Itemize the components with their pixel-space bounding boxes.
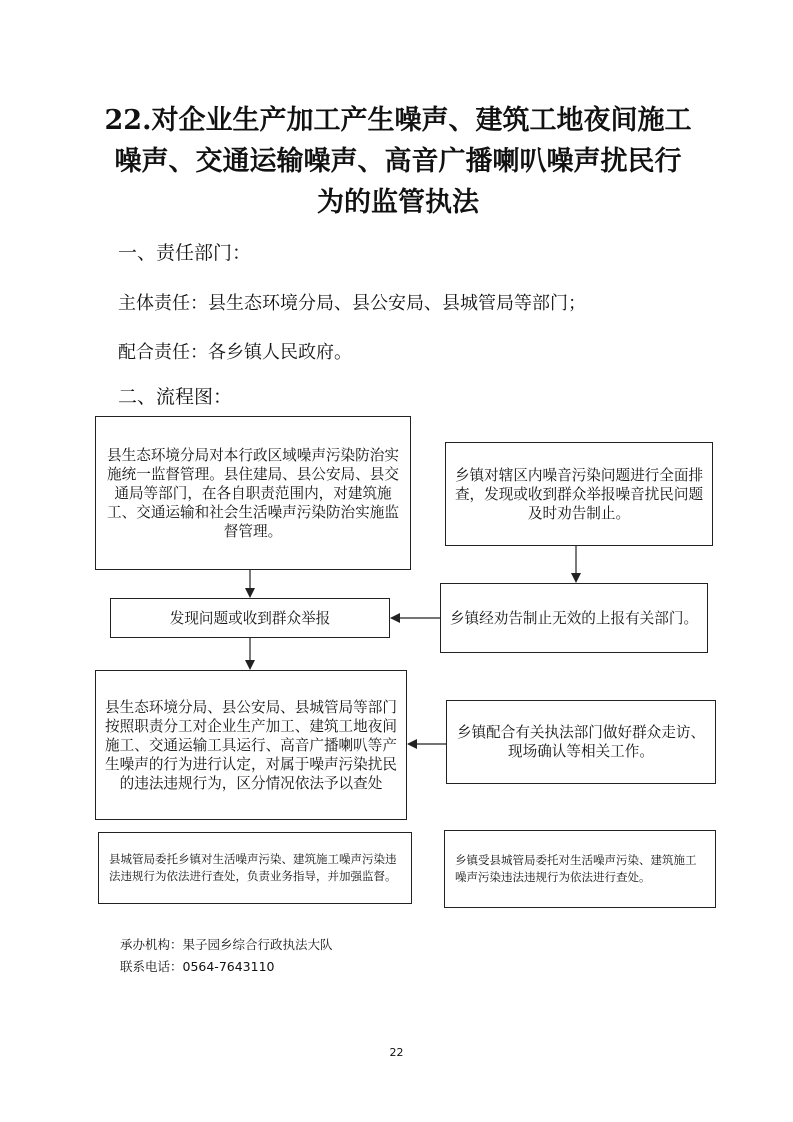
footer-phone: 联系电话：0564-7643110 [120,959,275,974]
flow-box-unified-supervision-text: 县生态环境分局对本行政区域噪声污染防治实施统一监督管理。县住建局、县公安局、县交通局等部门，在各自职责范围内，对建筑施工、交通运输和社会生活噪声污染防治实施监督管理。 [107,446,399,540]
flow-box-township-report-text: 乡镇经劝告制止无效的上报有关部门。 [449,609,699,627]
flow-box-township-inspection-text: 乡镇对辖区内噪音污染问题进行全面排查，发现或收到群众举报噪音扰民问题及时劝告制止。 [454,466,704,522]
section-heading-flowchart: 二、流程图： [118,386,233,408]
flow-box-discover-problem-text: 发现问题或收到群众举报 [169,609,331,627]
main-responsibility-text: 主体责任：县生态环境分局、县公安局、县城管局等部门； [118,293,586,314]
page-number: 22 [389,1046,404,1059]
section-heading-departments: 一、责任部门： [118,242,252,264]
flow-box-identify-and-punish-text: 县生态环境分局、县公安局、县城管局等部门按照职责分工对企业生产加工、建筑工地夜间施工、交通运输工具运行、高音广播喇叭等产生噪声的行为进行认定，对属于噪声污染扰民的违法违规行为，区分情况依法予以查处 [105,698,397,792]
title-line-1: 22.对企业生产加工产生噪声、建筑工地夜间施工 [104,105,692,136]
flow-box-entrust-right-text: 乡镇受县城管局委托对生活噪声污染、建筑施工噪声污染违法违规行为依法进行查处。 [455,853,697,884]
cooperative-responsibility-text: 配合责任：各乡镇人民政府。 [118,342,352,363]
title-line-3: 为的监管执法 [317,187,479,218]
footer-agency: 承办机构：果子园乡综合行政执法大队 [120,937,333,952]
title-line-2: 噪声、交通运输噪声、高音广播喇叭噪声扰民行 [114,146,682,177]
flow-box-entrust-left-text: 县城管局委托乡镇对生活噪声污染、建筑施工噪声污染违法违规行为依法进行查处，负责业务指导，并加强监督。 [109,852,397,883]
flow-box-township-assist-text: 乡镇配合有关执法部门做好群众走访、现场确认等相关工作。 [456,724,706,760]
